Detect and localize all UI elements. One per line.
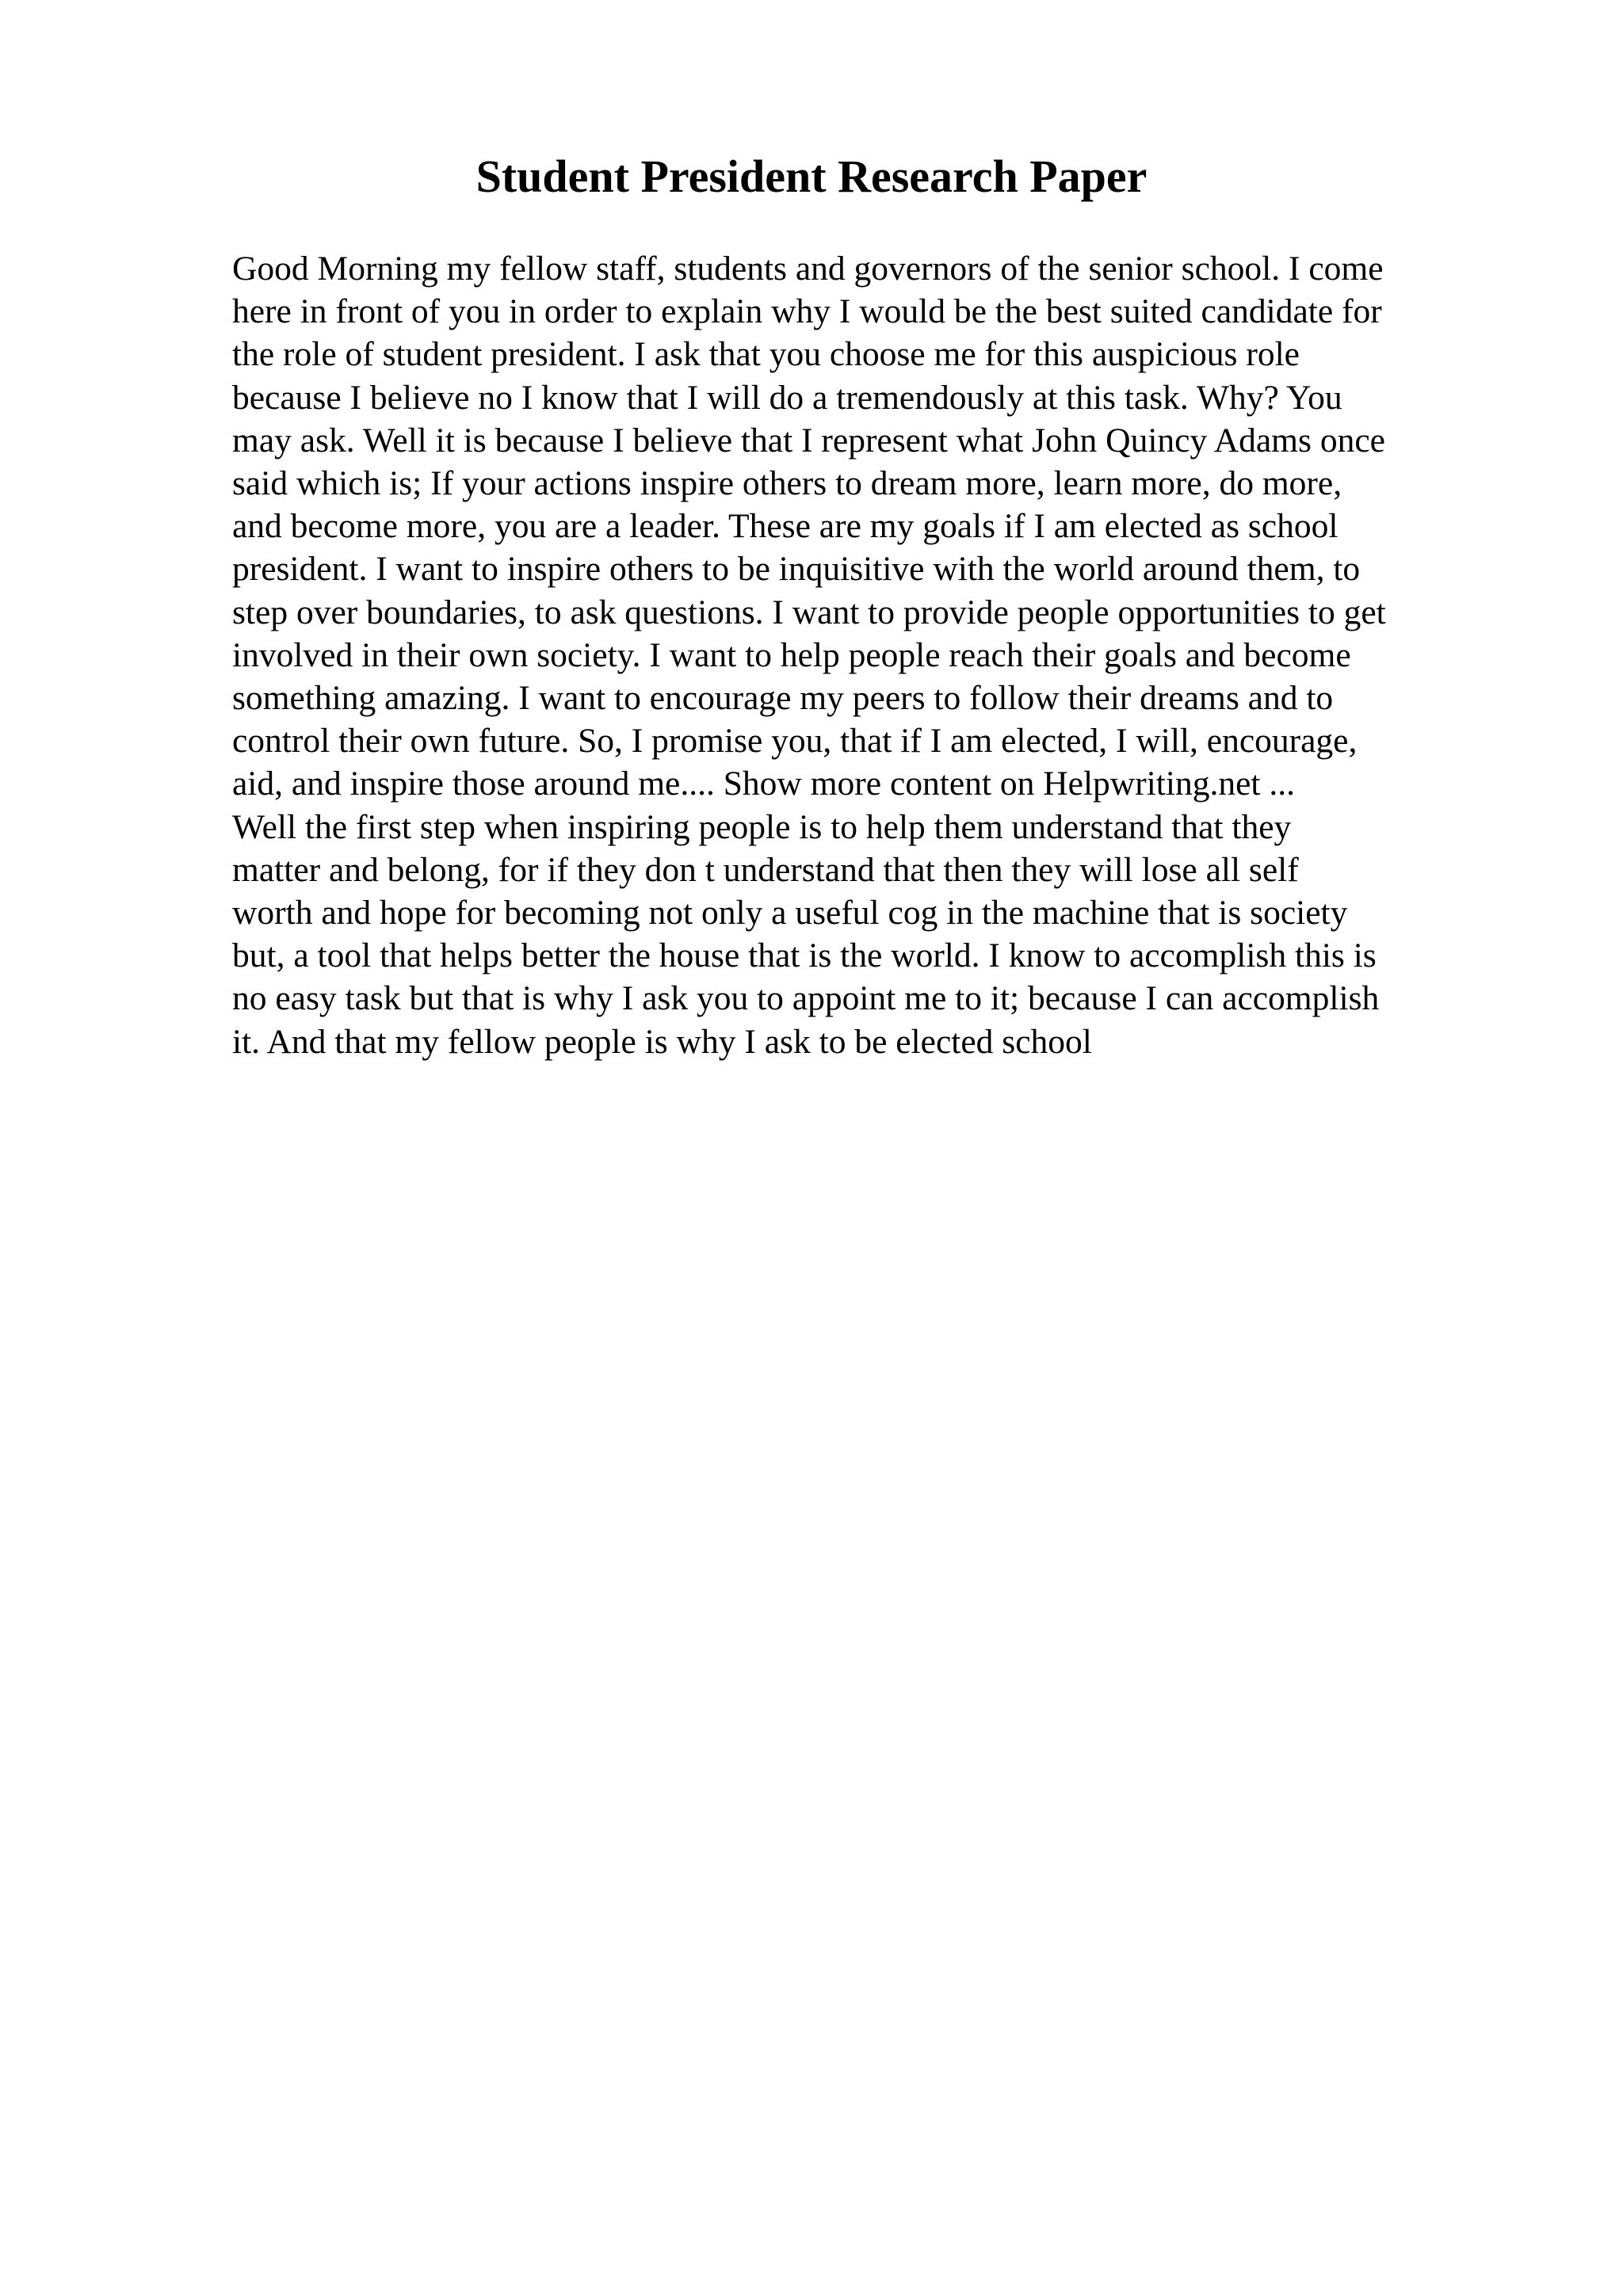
body-line: and become more, you are a leader. These are my goals if I am elected as school [232, 507, 1338, 546]
body-line: matter and belong, for if they don t understand that then they will lose all self [232, 850, 1299, 889]
document-title: Student President Research Paper [475, 151, 1148, 202]
body-line: Well the first step when inspiring people is to help them understand that they [232, 807, 1292, 846]
body-line: but, a tool that helps better the house that is the world. I know to accomplish this is [232, 936, 1377, 975]
body-line: Good Morning my fellow staff, students and governors of the senior school. I come [232, 250, 1384, 288]
body-line: aid, and inspire those around me.... Show more content on Helpwriting.net ... [232, 765, 1295, 803]
body-line: said which is; If your actions inspire others to dream more, learn more, do more, [232, 464, 1342, 503]
body-line: control their own future. So, I promise you, that if I am elected, I will, encourage, [232, 722, 1358, 761]
body-line: may ask. Well it is because I believe that I represent what John Quincy Adams once [232, 421, 1385, 460]
body-line: because I believe no I know that I will do a tremendously at this task. Why? You [232, 378, 1342, 417]
body-line: step over boundaries, to ask questions. I want to provide people opportunities to get [232, 593, 1386, 631]
body-line: worth and hope for becoming not only a useful cog in the machine that is society [232, 894, 1348, 933]
body-line: president. I want to inspire others to be inquisitive with the world around them, to [232, 550, 1361, 589]
body-line: something amazing. I want to encourage my peers to follow their dreams and to [232, 679, 1334, 718]
body-line: it. And that my fellow people is why I ask to be elected school [232, 1022, 1092, 1061]
document-body [232, 247, 1500, 1063]
body-line: the role of student president. I ask that you choose me for this auspicious role [232, 335, 1300, 374]
body-line: involved in their own society. I want to help people reach their goals and become [232, 635, 1351, 674]
body-line: no easy task but that is why I ask you to appoint me to it; because I can accomplish [232, 979, 1380, 1018]
body-line: here in front of you in order to explain why I would be the best suited candidate for [232, 292, 1382, 331]
